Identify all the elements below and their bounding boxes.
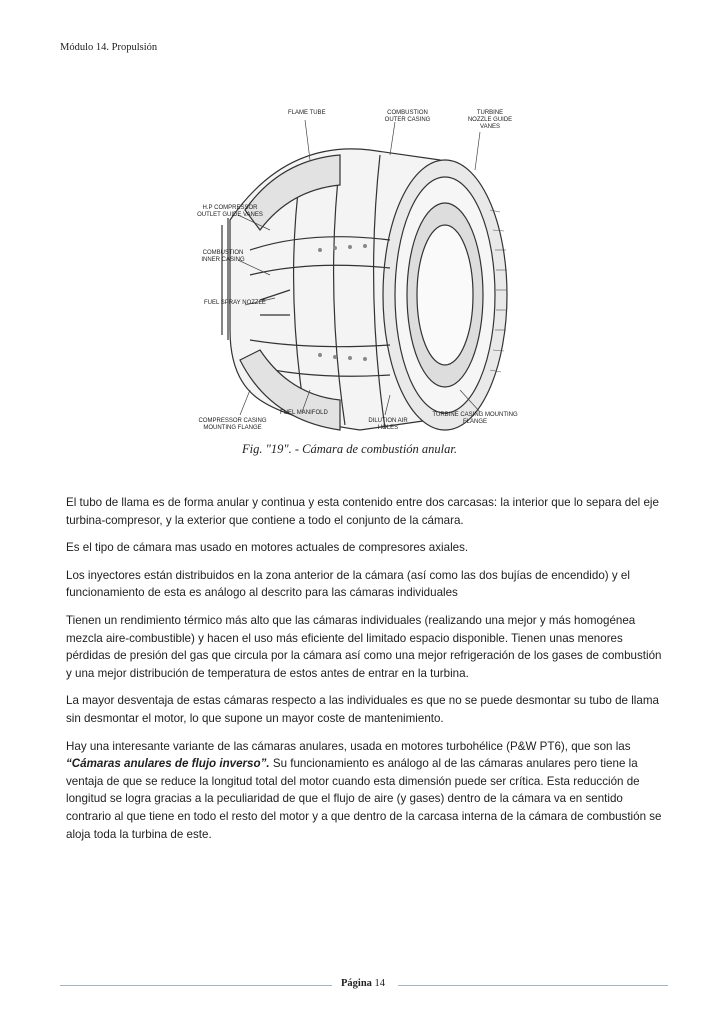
label-turbine-nozzle-guide-vanes: TURBINE NOZZLE GUIDE VANES (467, 110, 513, 130)
paragraph-6-rest: Su funcionamiento es análogo al de las cámaras anulares pero tiene la ventaja de que se reduce la longitud total del motor cuando esta dimensión puede ser crítica. Esta reducción de longitud se logra gracias a la peculiaridad de que el flujo de aire (y gases) dentro de la cámara va en sentido contrario al que tiene en todo el resto del motor y a que dentro de la carcasa interna de la cámara de combustión se aloja toda la turbina de este. (66, 757, 662, 841)
page-label: Página (341, 978, 372, 989)
page-footer (341, 978, 385, 989)
page-header: Módulo 14. Propulsión (60, 42, 158, 53)
label-turbine-casing-flange: TURBINE CASING MOUNTING FLANGE (432, 412, 518, 425)
page-number: 14 (374, 978, 386, 989)
paragraph-6 (66, 738, 662, 844)
label-flame-tube: FLAME TUBE (288, 110, 326, 116)
paragraph-1: El tubo de llama es de forma anular y continua y esta contenido entre dos carcasas: la interior que lo separa del eje turbina-compresor, y la exterior que contiene a todo el conjunto de la cámara. (66, 496, 659, 527)
label-fuel-manifold: FUEL MANIFOLD (280, 410, 328, 416)
paragraph-5: La mayor desventaja de estas cámaras respecto a las individuales es que no se puede desmontar su tubo de llama sin desmontar el motor, lo que supone un mayor coste de mantenimiento. (66, 694, 659, 725)
body-text (66, 494, 662, 853)
paragraph-6-emphasis: “Cámaras anulares de flujo inverso”. (66, 757, 270, 771)
footer-rule-left (60, 985, 332, 986)
label-combustion-inner-casing: COMBUSTION INNER CASING (201, 250, 245, 263)
label-combustion-outer-casing: COMBUSTION OUTER CASING (384, 110, 431, 123)
paragraph-6-intro: Hay una interesante variante de las cámaras anulares, usada en motores turbohélice (P&W PT6), que son las (66, 739, 631, 753)
annular-combustion-chamber-figure (190, 100, 520, 470)
label-hp-compressor-outlet: H.P COMPRESSOR OUTLET GUIDE VANES (197, 205, 263, 218)
figure-caption: Fig. "19". - Cámara de combustión anular. (242, 442, 458, 456)
label-dilution-air-holes: DILUTION AIR HOLES (368, 418, 408, 431)
paragraph-3: Los inyectores están distribuidos en la zona anterior de la cámara (así como las dos bujías de encendido) y el funcionamiento de esta es análogo al descrito para las cámaras individuales (66, 568, 630, 600)
label-fuel-spray-nozzle: FUEL SPRAY NOZZLE (204, 300, 266, 306)
paragraph-2: Es el tipo de cámara mas usado en motores actuales de compresores axiales. (66, 541, 469, 555)
paragraph-4: Tienen un rendimiento térmico más alto que las cámaras individuales (realizando una mejor y más homogénea mezcla aire-combustible) y hacen el uso más eficiente del limitado espacio disponible. Tienen unas menores pérdidas de presión del gas que circula por la cámara así como una mejor refrigeración de los gases de combustión y una mejor distribución de temperatura de estos antes de entrar en la turbina. (66, 613, 662, 680)
label-compressor-casing-flange: COMPRESSOR CASING MOUNTING FLANGE (198, 418, 267, 431)
footer-rule-right (398, 985, 668, 986)
